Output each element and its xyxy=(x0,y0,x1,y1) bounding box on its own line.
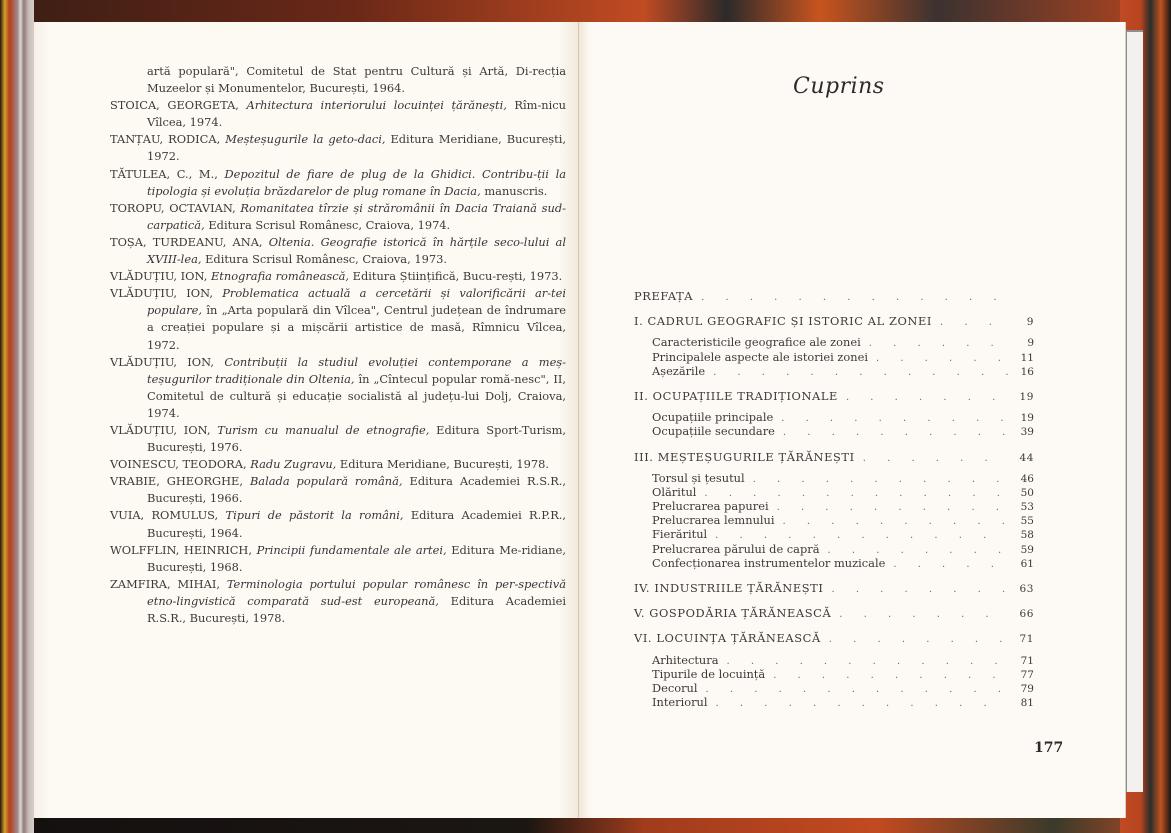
toc-leader-dots xyxy=(940,316,1008,330)
entry-publication: Editura Meridiane, București, 1972. xyxy=(147,132,566,164)
toc-page-number: 58 xyxy=(1020,529,1034,542)
toc-leader-dots xyxy=(781,412,1008,426)
entry-author: VUIA, ROMULUS, xyxy=(110,508,219,523)
toc-label: V. GOSPODĂRIA ȚĂRĂNEASCĂ xyxy=(634,606,832,621)
toc-section xyxy=(634,471,1034,485)
toc-leader-dots xyxy=(863,452,1008,466)
toc-section xyxy=(634,364,1034,378)
bibliography-entry xyxy=(110,542,566,576)
bibliography-entry xyxy=(110,456,566,473)
entry-publication: Editura Sport-Turism, București, 1976. xyxy=(147,422,567,455)
entry-author: WOLFFLIN, HEINRICH, xyxy=(110,542,252,557)
toc-section xyxy=(634,527,1034,541)
toc-section xyxy=(634,350,1034,364)
toc-label: Arhitectura xyxy=(652,652,719,667)
toc-label: PREFAȚA xyxy=(634,289,694,303)
toc-label: IV. INDUSTRIILE ȚĂRĂNEȘTI xyxy=(634,581,824,595)
toc-page-number: 61 xyxy=(1020,557,1034,570)
toc-label: Ocupațiile secundare xyxy=(652,424,775,439)
toc-label: Torsul și țesutul xyxy=(652,470,745,485)
toc-page-number: 81 xyxy=(1020,697,1034,710)
entry-publication: Editura Academiei R.P.R., București, 1964. xyxy=(147,508,567,540)
entry-publication: Editura Științifică, Bucu-rești, 1973. xyxy=(352,269,563,284)
bibliography-entry xyxy=(110,422,566,456)
toc-label: III. MEȘTEȘUGURILE ȚĂRĂNEȘTI xyxy=(634,449,855,464)
entry-author: VLĂDUȚIU, ION, xyxy=(110,354,215,369)
bibliography-continuation xyxy=(110,63,566,97)
toc-label: Principalele aspecte ale istoriei zonei xyxy=(652,349,868,364)
entry-title: Principii fundamentale ale artei, xyxy=(256,542,447,557)
entry-title: Etnografia românească, xyxy=(210,269,349,284)
toc-page-number: 19 xyxy=(1020,412,1034,425)
entry-author: VLĂDUȚIU, ION, xyxy=(110,269,208,284)
bibliography-entry xyxy=(110,200,566,234)
toc-label: I. CADRUL GEOGRAFIC ȘI ISTORIC AL ZONEI xyxy=(634,314,932,329)
entry-title: Radu Zugravu, xyxy=(250,457,337,472)
toc-chapter xyxy=(634,289,1034,303)
entry-publication: Editura Academiei R.S.R., București, 1966. xyxy=(147,474,567,506)
entry-title: Depozitul de fiare de plug de la Ghidici. Contribu-ții la tipologia și evoluția brăzdarelor de plug romane în Dacia, xyxy=(147,166,567,198)
toc-page-number: 71 xyxy=(1020,654,1034,667)
entry-author: TĂTULEA, C., M., xyxy=(110,166,218,181)
toc-leader-dots xyxy=(876,352,1008,366)
toc-page-number: 46 xyxy=(1020,472,1034,485)
toc-leader-dots xyxy=(753,473,1008,487)
page-number: 177 xyxy=(1034,740,1064,756)
toc-leader-dots xyxy=(713,366,1008,380)
toc-page-number: 66 xyxy=(1019,608,1034,621)
entry-publication: Editura Meridiane, București, 1978. xyxy=(339,457,550,472)
toc-page-number: 39 xyxy=(1020,426,1034,439)
entry-title: Terminologia portului popular românesc în per-spectivă etno-lingvistică comparată sud-est europeană, xyxy=(147,576,566,608)
toc-label: Tipurile de locuință xyxy=(652,666,766,681)
toc-chapter xyxy=(634,606,1034,620)
toc-leader-dots xyxy=(839,608,1008,622)
toc-page-number: 63 xyxy=(1019,583,1034,595)
toc-page-number: 44 xyxy=(1019,451,1034,464)
toc-section xyxy=(634,410,1034,424)
toc-leader-dots xyxy=(701,291,1008,305)
entry-author: VLĂDUȚIU, ION, xyxy=(110,422,211,437)
entry-author: VRABIE, GHEORGHE, xyxy=(110,474,243,489)
book-page-edges-left xyxy=(0,0,34,833)
entry-publication: Rîm-nicu Vîlcea, 1974. xyxy=(147,98,566,130)
entry-title: Tipuri de păstorit la români, xyxy=(225,508,404,523)
bibliography-entry xyxy=(110,473,566,507)
toc-page-number: 50 xyxy=(1020,486,1034,499)
toc-label: Prelucrarea părului de capră xyxy=(652,541,820,556)
toc-leader-dots xyxy=(846,391,1008,405)
table-of-contents xyxy=(634,289,1034,709)
toc-title: Cuprins xyxy=(793,74,885,99)
entry-title: Balada populară română, xyxy=(249,474,403,489)
toc-section xyxy=(634,667,1034,681)
toc-section xyxy=(634,653,1034,667)
toc-page-number: 77 xyxy=(1020,668,1034,681)
entry-author: TANȚAU, RODICA, xyxy=(110,132,221,147)
left-page xyxy=(34,22,579,818)
toc-label: Interiorul xyxy=(652,695,708,710)
entry-title: Meșteșugurile la geto-daci, xyxy=(225,132,386,147)
bibliography-entry xyxy=(110,576,566,627)
entry-title: Contribuții la studiul evoluției contemporane a meș-teșugurilor tradiționale din Oltenia, xyxy=(147,354,567,386)
toc-leader-dots xyxy=(777,501,1008,515)
toc-leader-dots xyxy=(893,558,1008,572)
bibliography-list xyxy=(110,63,566,627)
toc-chapter xyxy=(634,314,1034,328)
toc-section xyxy=(634,556,1034,570)
entry-publication: Editura Scrisul Românesc, Craiova, 1973. xyxy=(205,252,447,267)
toc-label: Confecționarea instrumentelor muzicale xyxy=(652,555,886,570)
toc-leader-dots xyxy=(829,633,1008,647)
entry-publication: în „Arta populară din Vîlcea", Centrul județean de îndrumare a creației populare și a mișcării artistice de masă, Rîmnicu Vîlcea, 1972. xyxy=(147,303,566,352)
toc-label: Fierăritul xyxy=(652,527,708,542)
toc-section xyxy=(634,485,1034,499)
entry-author: VLĂDUȚIU, ION, xyxy=(110,286,213,301)
toc-label: Ocupațiile principale xyxy=(652,410,774,425)
entry-title: Romanitatea tîrzie și străromânii în Dacia Traiană sud-carpatică, xyxy=(147,200,567,232)
bibliography-text: artă populară", Comitetul de Stat pentru Cultură și Artă, Di-recția Muzeelor și Monumentelor, București, 1964. xyxy=(147,64,566,96)
toc-leader-dots xyxy=(783,426,1008,440)
toc-section xyxy=(634,513,1034,527)
toc-page-number: 59 xyxy=(1020,543,1034,556)
bibliography-entry xyxy=(110,166,566,200)
book-page-edges-right xyxy=(1125,30,1143,792)
entry-publication: Editura Scrisul Românesc, Craiova, 1974. xyxy=(208,217,451,232)
toc-leader-dots xyxy=(773,669,1008,683)
toc-leader-dots xyxy=(706,683,1008,697)
toc-section xyxy=(634,681,1034,695)
toc-chapter xyxy=(634,389,1034,403)
toc-label: Prelucrarea papurei xyxy=(652,499,769,514)
toc-page-number: 55 xyxy=(1020,515,1034,528)
toc-leader-dots xyxy=(716,697,1008,711)
bibliography-entry xyxy=(110,97,566,131)
right-page xyxy=(579,22,1126,818)
toc-page-number: 9 xyxy=(1027,337,1034,350)
entry-title: Problematica actuală a cercetării și valorificării ar-tei populare, xyxy=(147,286,567,318)
toc-section xyxy=(634,335,1034,349)
toc-page-number: 71 xyxy=(1019,633,1034,646)
toc-label: Decorul xyxy=(652,680,698,695)
entry-publication: Editura Me-ridiane, București, 1968. xyxy=(147,542,566,574)
toc-label: VI. LOCUINȚA ȚĂRĂNEASCĂ xyxy=(634,631,821,646)
bibliography-entry xyxy=(110,234,566,268)
toc-section xyxy=(634,542,1034,556)
entry-author: VOINESCU, TEODORA, xyxy=(110,457,247,472)
bibliography-entry xyxy=(110,268,566,285)
entry-title: Arhitectura interiorului locuinței țărănești, xyxy=(246,98,507,113)
entry-author: ZAMFIRA, MIHAI, xyxy=(110,576,220,591)
toc-chapter xyxy=(634,581,1034,595)
entry-author: STOICA, GEORGETA, xyxy=(110,98,239,113)
book-cover-top xyxy=(0,0,1171,22)
toc-label: Caracteristicile geografice ale zonei xyxy=(652,335,861,350)
book-cover-bottom xyxy=(0,818,1171,833)
toc-page-number: 53 xyxy=(1020,501,1034,514)
toc-page-number: 79 xyxy=(1020,682,1034,695)
toc-section xyxy=(634,695,1034,709)
toc-page-number: 16 xyxy=(1020,365,1034,378)
bibliography-entry xyxy=(110,507,566,541)
toc-label: Prelucrarea lemnului xyxy=(652,513,775,528)
entry-author: TOȘA, TURDEANU, ANA, xyxy=(110,234,263,249)
toc-chapter xyxy=(634,450,1034,464)
toc-label: Așezările xyxy=(652,363,706,378)
entry-title: Turism cu manualul de etnografie, xyxy=(217,422,430,437)
bibliography-entry xyxy=(110,285,566,353)
toc-section xyxy=(634,424,1034,438)
entry-title: Oltenia. Geografie istorică în hărțile seco-lului al XVIII-lea, xyxy=(147,234,566,267)
toc-label: II. OCUPAȚIILE TRADIȚIONALE xyxy=(634,388,838,403)
toc-page-number: 9 xyxy=(1026,316,1034,329)
toc-leader-dots xyxy=(831,583,1008,597)
toc-page-number: 11 xyxy=(1020,351,1034,364)
bibliography-entry xyxy=(110,131,566,165)
toc-section xyxy=(634,499,1034,513)
toc-label: Olăritul xyxy=(652,484,697,499)
entry-author: TOROPU, OCTAVIAN, xyxy=(110,200,236,215)
toc-page-number: 19 xyxy=(1019,390,1034,403)
entry-publication: manuscris. xyxy=(484,183,548,198)
toc-leader-dots xyxy=(783,515,1008,529)
entry-publication: în „Cîntecul popular romă-nesc", II, Comitetul de cultură și educație socialistă al județu-lui Dolj, Craiova, 1974. xyxy=(147,371,566,420)
toc-chapter xyxy=(634,631,1034,645)
entry-publication: Editura Academiei R.S.R., București, 1978. xyxy=(147,593,566,625)
toc-leader-dots xyxy=(869,337,1008,351)
bibliography-entry xyxy=(110,354,566,422)
